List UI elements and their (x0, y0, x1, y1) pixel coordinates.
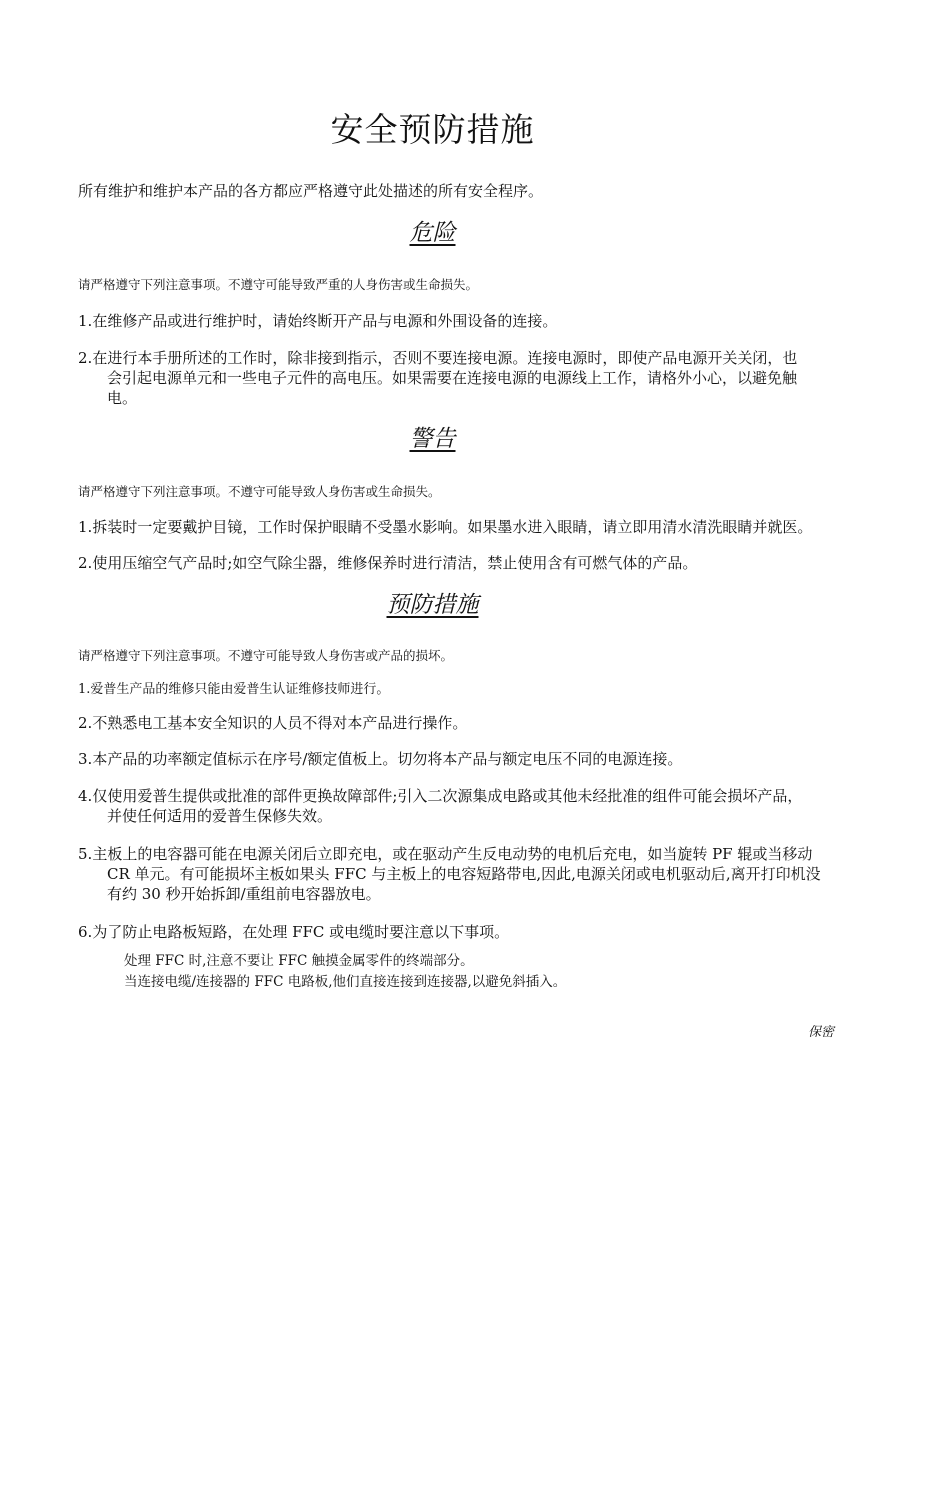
item-text: 仅使用爱普生提供或批准的部件更换故障部件;引入二次源集成电路或其他未经批准的组件可能会损坏产品， (92, 787, 803, 805)
item-text: 拆装时一定要戴护目镜，工作时保护眼睛不受墨水影响。如果墨水进入眼睛，请立即用清水清洗眼睛并就医。 (92, 518, 813, 536)
danger-item-1 (78, 311, 878, 331)
item-number: 1. (78, 312, 93, 330)
warning-item-2 (78, 553, 878, 573)
item-number: 5. (78, 845, 93, 863)
precautions-item-4 (78, 786, 878, 826)
item-number: 1. (78, 518, 93, 536)
item-text-cont: 会引起电源单元和一些电子元件的高电压。如果需要在连接电源的电源线上工作，请格外小心，以避免触 (107, 369, 798, 387)
item-text: 使用压缩空气产品时;如空气除尘器，维修保养时进行清洁，禁止使用含有可燃气体的产品。 (92, 554, 698, 572)
item-number: 2. (78, 349, 93, 367)
item-number: 3. (78, 750, 93, 768)
danger-item-2 (78, 348, 878, 408)
precautions-note: 请严格遵守下列注意事项。不遵守可能导致人身伤害或产品的损坏。 (78, 648, 454, 663)
item-text: 在进行本手册所述的工作时，除非接到指示，否则不要连接电源。连接电源时，即使产品电源开关关闭，也 (92, 349, 798, 367)
precautions-heading: 预防措施 (386, 592, 479, 618)
precautions-subitem-2: 当连接电缆/连接器的 FFC 电路板,他们直接连接到连接器,以避免斜插入。 (124, 974, 567, 990)
item-text-cont: CR 单元。有可能损坏主板如果头 FFC 与主板上的电容短路带电,因此,电源关闭或电机驱动后,离开打印机没 (107, 865, 821, 883)
precautions-item-3 (78, 749, 878, 769)
precautions-subitem-1: 处理 FFC 时,注意不要让 FFC 触摸金属零件的终端部分。 (124, 953, 474, 969)
item-text: 主板上的电容器可能在电源关闭后立即充电，或在驱动产生反电动势的电机后充电，如当旋转 PF 辊或当移动 (92, 845, 813, 863)
item-text: 为了防止电路板短路，在处理 FFC 或电缆时要注意以下事项。 (92, 923, 510, 941)
danger-note: 请严格遵守下列注意事项。不遵守可能导致严重的人身伤害或生命损失。 (78, 277, 479, 292)
confidential-footer: 保密 (808, 1025, 835, 1040)
item-number: 6. (78, 923, 93, 941)
warning-note: 请严格遵守下列注意事项。不遵守可能导致人身伤害或生命损失。 (78, 484, 441, 499)
item-text-cont: 电。 (107, 389, 138, 407)
danger-heading: 危险 (409, 220, 456, 246)
item-text: 在维修产品或进行维护时，请始终断开产品与电源和外围设备的连接。 (92, 312, 558, 330)
item-text-cont: 并使任何适用的爱普生保修失效。 (107, 807, 333, 825)
warning-heading: 警告 (409, 426, 456, 452)
precautions-item-5 (78, 844, 878, 904)
precautions-item-1 (78, 680, 878, 700)
item-text: 不熟悉电工基本安全知识的人员不得对本产品进行操作。 (92, 714, 468, 732)
page-title: 安全预防措施 (330, 110, 535, 149)
item-number: 1. (78, 682, 91, 697)
item-number: 2. (78, 554, 93, 572)
item-text: 本产品的功率额定值标示在序号/额定值板上。切勿将本产品与额定电压不同的电源连接。 (92, 750, 683, 768)
item-number: 4. (78, 787, 93, 805)
item-text-cont: 有约 30 秒开始拆卸/重组前电容器放电。 (107, 885, 381, 903)
item-text: 爱普生产品的维修只能由爱普生认证维修技师进行。 (90, 682, 390, 697)
item-number: 2. (78, 714, 93, 732)
precautions-item-6 (78, 922, 878, 942)
intro-text: 所有维护和维护本产品的各方都应严格遵守此处描述的所有安全程序。 (78, 182, 544, 200)
precautions-item-2 (78, 713, 878, 733)
warning-item-1 (78, 517, 878, 537)
